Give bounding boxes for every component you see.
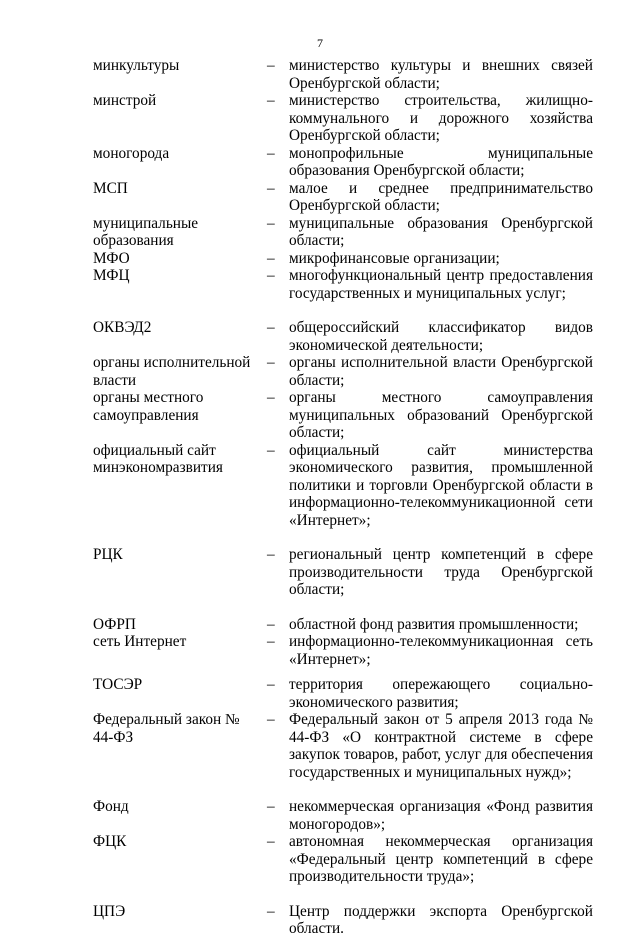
glossary-entry (93, 711, 593, 781)
glossary-entry (93, 442, 593, 530)
glossary-definition: некоммерческая организация «Фонд развития моногородов»; (289, 798, 593, 833)
glossary-term: минкультуры (93, 57, 180, 74)
glossary-definition: Федеральный закон от 5 апреля 2013 года № 44-ФЗ «О контрактной системе в сфере закупок товаров, работ, услуг для обеспечения государственных и муниципальных нужд»; (289, 711, 593, 781)
glossary-entry (93, 180, 593, 215)
page-number: 7 (317, 36, 323, 50)
glossary-term: ОКВЭД2 (93, 319, 152, 336)
dash-separator: – (267, 354, 275, 371)
glossary-term: минстрой (93, 92, 157, 109)
dash-separator: – (267, 902, 275, 920)
dash-separator: – (267, 711, 275, 728)
glossary-term: МФО (93, 249, 130, 267)
glossary-definition: министерство строительства, жилищно-коммунального и дорожного хозяйства Оренбургской области; (289, 92, 593, 144)
glossary-term: ТОСЭР (93, 676, 143, 693)
glossary-definition: многофункциональный центр предоставления государственных и муниципальных услуг; (289, 267, 593, 302)
dash-separator: – (267, 319, 275, 336)
abbreviations-glossary (93, 57, 593, 938)
dash-separator: – (267, 798, 275, 815)
glossary-definition: официальный сайт министерства экономического развития, промышленной политики и торговли Оренбургской области в информационно-телекоммуникационной сети «Интернет»; (289, 441, 593, 529)
glossary-entry (93, 903, 593, 938)
dash-separator: – (267, 214, 275, 232)
glossary-definition: областной фонд развития промышленности; (289, 615, 579, 633)
glossary-term: ФЦК (93, 833, 127, 850)
glossary-entry (93, 633, 593, 668)
glossary-term: органы местного самоуправления (93, 389, 204, 424)
dash-separator: – (267, 676, 275, 693)
dash-separator: – (267, 389, 275, 406)
glossary-entry (93, 145, 593, 180)
glossary-term: МСП (93, 179, 128, 197)
glossary-term: РЦК (93, 546, 123, 563)
dash-separator: – (267, 633, 275, 650)
glossary-definition: малое и среднее предпринимательство Оренбургской области; (289, 179, 593, 214)
glossary-entry (93, 250, 593, 268)
glossary-definition: монопрофильные муниципальные образования Оренбургской области; (289, 144, 593, 179)
dash-separator: – (267, 546, 275, 563)
glossary-definition: территория опережающего социально-экономического развития; (289, 676, 593, 711)
glossary-definition: региональный центр компетенций в сфере производительности труда Оренбургской области; (289, 546, 593, 598)
glossary-definition: органы исполнительной власти Оренбургской области; (289, 354, 593, 389)
glossary-term: ОФРП (93, 615, 136, 633)
glossary-entry (93, 57, 593, 92)
dash-separator: – (267, 615, 275, 633)
glossary-term: Федеральный закон № 44-ФЗ (93, 711, 240, 746)
glossary-entry (93, 833, 593, 886)
dash-separator: – (267, 441, 275, 459)
glossary-entry (93, 92, 593, 145)
glossary-term: моногорода (93, 144, 170, 162)
dash-separator: – (267, 144, 275, 162)
glossary-term: ЦПЭ (93, 902, 126, 920)
glossary-definition: микрофинансовые организации; (289, 249, 500, 267)
glossary-entry (93, 215, 593, 250)
glossary-term: сеть Интернет (93, 633, 187, 650)
glossary-entry (93, 676, 593, 711)
glossary-definition: Центр поддержки экспорта Оренбургской области. (289, 902, 593, 937)
glossary-entry (93, 389, 593, 442)
glossary-term: органы исполнительной власти (93, 354, 251, 389)
dash-separator: – (267, 92, 275, 109)
dash-separator: – (267, 57, 275, 74)
glossary-definition: общероссийский классификатор видов экономической деятельности; (289, 319, 593, 354)
glossary-entry (93, 798, 593, 833)
dash-separator: – (267, 249, 275, 267)
glossary-term: МФЦ (93, 267, 130, 284)
dash-separator: – (267, 833, 275, 850)
glossary-term: муниципальные образования (93, 214, 199, 249)
glossary-definition: министерство культуры и внешних связей Оренбургской области; (289, 57, 593, 92)
glossary-entry (93, 546, 593, 599)
dash-separator: – (267, 267, 275, 284)
glossary-definition: автономная некоммерческая организация «Федеральный центр компетенций в сфере производительности труда»; (289, 833, 593, 885)
glossary-definition: информационно-телекоммуникационная сеть «Интернет»; (289, 633, 593, 668)
glossary-entry (93, 267, 593, 302)
glossary-entry (93, 319, 593, 354)
glossary-definition: муниципальные образования Оренбургской области; (289, 214, 593, 249)
glossary-term: Фонд (93, 798, 129, 815)
glossary-term: официальный сайт минэкономразвития (93, 441, 223, 476)
dash-separator: – (267, 179, 275, 197)
glossary-entry (93, 616, 593, 634)
glossary-entry (93, 354, 593, 389)
glossary-definition: органы местного самоуправления муниципальных образований Оренбургской области; (289, 389, 593, 441)
